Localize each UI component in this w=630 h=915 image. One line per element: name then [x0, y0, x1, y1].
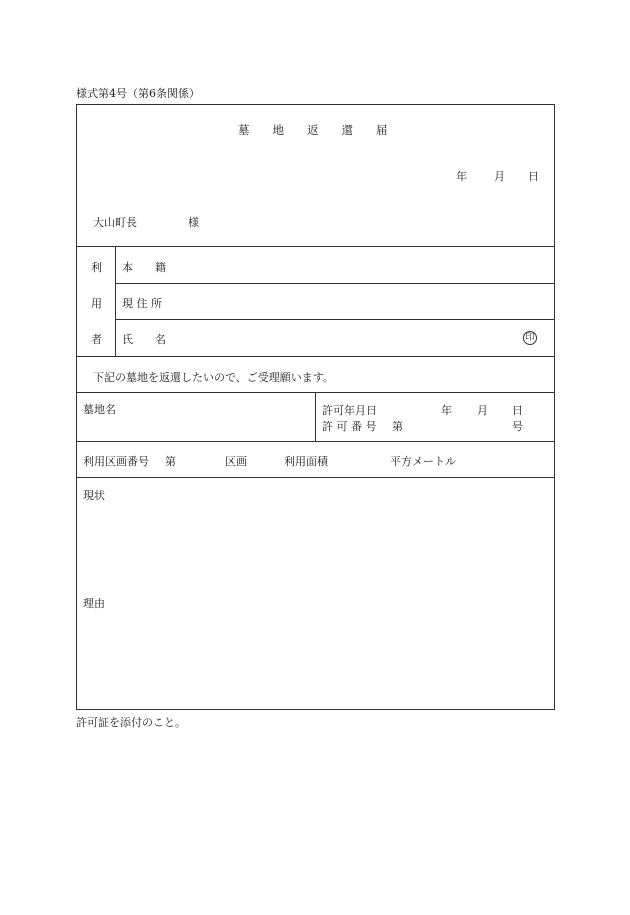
- statement-text: 下記の墓地を返還したいので、ご受理願います。: [93, 371, 334, 384]
- divider-applicant-top: [76, 246, 555, 247]
- permit-month-label: 月: [477, 404, 488, 417]
- divider-plot: [76, 477, 555, 478]
- applicant-side-label-ri: 利: [91, 261, 102, 274]
- divider-applicant-bottom: [76, 356, 555, 357]
- permit-number-go: 号: [512, 420, 523, 433]
- divider-cemetery-split: [315, 392, 316, 441]
- date-year-label: 年: [456, 170, 467, 183]
- permit-date-label: 許可年月日: [322, 404, 377, 417]
- seal-icon: 印: [523, 331, 537, 345]
- plot-area-unit: 平方メートル: [390, 455, 456, 468]
- permit-number-label: 許 可 番 号: [322, 420, 377, 433]
- applicant-side-label-you: 用: [91, 297, 102, 310]
- date-month-label: 月: [494, 170, 505, 183]
- plot-number-label: 利用区画番号: [83, 455, 149, 468]
- addressee-honorific: 様: [188, 216, 199, 229]
- footnote-text: 許可証を添付のこと。: [76, 716, 186, 729]
- current-status-label: 現状: [83, 489, 105, 502]
- divider-cemetery: [76, 441, 555, 442]
- form-number-label: 様式第4号（第6条関係）: [76, 87, 200, 100]
- reason-label: 理由: [83, 597, 105, 610]
- plot-area-label: 利用面積: [284, 455, 328, 468]
- permit-day-label: 日: [512, 404, 523, 417]
- plot-kukaku-label: 区画: [225, 455, 247, 468]
- divider-honseki: [115, 283, 555, 284]
- plot-dai-label: 第: [165, 455, 176, 468]
- cemetery-name-label: 墓地名: [83, 403, 116, 416]
- date-day-label: 日: [528, 170, 539, 183]
- addressee-name: 大山町長: [93, 216, 137, 229]
- divider-address: [115, 319, 555, 320]
- address-label: 現 住 所: [122, 297, 162, 310]
- permit-year-label: 年: [441, 404, 452, 417]
- form-title: 墓 地 返 還 届: [238, 123, 388, 137]
- permit-number-dai: 第: [392, 420, 403, 433]
- applicant-side-label-sha: 者: [91, 333, 102, 346]
- divider-applicant-side: [115, 246, 116, 356]
- honseki-label: 本 籍: [122, 261, 166, 274]
- name-label: 氏 名: [122, 333, 166, 346]
